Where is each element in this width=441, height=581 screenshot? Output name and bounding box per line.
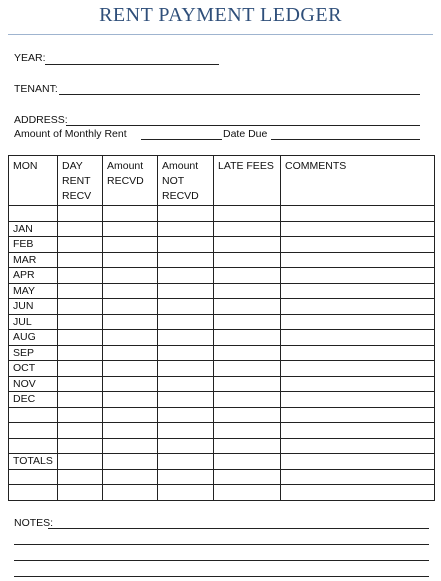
table-row bbox=[9, 454, 435, 470]
entry-cell[interactable] bbox=[158, 330, 214, 346]
tenant-label: TENANT: bbox=[14, 83, 58, 95]
table-row bbox=[9, 299, 435, 315]
entry-cell[interactable] bbox=[158, 438, 214, 454]
table-row bbox=[9, 330, 435, 346]
entry-cell[interactable] bbox=[58, 299, 103, 315]
entry-cell[interactable] bbox=[58, 206, 103, 222]
entry-cell[interactable] bbox=[158, 485, 214, 501]
month-cell: JUN bbox=[9, 299, 58, 315]
entry-cell[interactable] bbox=[281, 376, 435, 392]
entry-cell[interactable] bbox=[158, 407, 214, 423]
entry-cell[interactable] bbox=[281, 407, 435, 423]
entry-cell[interactable] bbox=[214, 376, 281, 392]
col-header-mon: MON bbox=[9, 156, 58, 206]
entry-cell[interactable] bbox=[58, 283, 103, 299]
entry-cell[interactable] bbox=[58, 469, 103, 485]
entry-cell[interactable] bbox=[158, 206, 214, 222]
entry-cell[interactable] bbox=[103, 361, 158, 377]
entry-cell[interactable] bbox=[281, 423, 435, 439]
month-cell: TOTALS bbox=[9, 454, 58, 470]
date-due-line[interactable] bbox=[271, 139, 420, 140]
month-cell bbox=[9, 423, 58, 439]
entry-cell[interactable] bbox=[158, 283, 214, 299]
entry-cell[interactable] bbox=[281, 330, 435, 346]
table-row bbox=[9, 438, 435, 454]
entry-cell[interactable] bbox=[281, 361, 435, 377]
entry-cell[interactable] bbox=[214, 314, 281, 330]
entry-cell[interactable] bbox=[103, 392, 158, 408]
table-row bbox=[9, 407, 435, 423]
entry-cell[interactable] bbox=[214, 283, 281, 299]
entry-cell[interactable] bbox=[58, 237, 103, 253]
month-cell: JUL bbox=[9, 314, 58, 330]
entry-cell[interactable] bbox=[214, 345, 281, 361]
entry-cell[interactable] bbox=[58, 221, 103, 237]
entry-cell[interactable] bbox=[58, 438, 103, 454]
entry-cell[interactable] bbox=[103, 206, 158, 222]
entry-cell[interactable] bbox=[281, 345, 435, 361]
entry-cell[interactable] bbox=[214, 361, 281, 377]
entry-cell[interactable] bbox=[281, 283, 435, 299]
month-cell: APR bbox=[9, 268, 58, 284]
table-row bbox=[9, 392, 435, 408]
entry-cell[interactable] bbox=[214, 221, 281, 237]
entry-cell[interactable] bbox=[158, 361, 214, 377]
entry-cell[interactable] bbox=[214, 252, 281, 268]
month-cell bbox=[9, 485, 58, 501]
table-row bbox=[9, 206, 435, 222]
entry-cell[interactable] bbox=[281, 206, 435, 222]
address-line[interactable] bbox=[66, 125, 420, 126]
entry-cell[interactable] bbox=[58, 314, 103, 330]
entry-cell[interactable] bbox=[158, 299, 214, 315]
entry-cell[interactable] bbox=[158, 376, 214, 392]
entry-cell[interactable] bbox=[281, 252, 435, 268]
entry-cell[interactable] bbox=[158, 252, 214, 268]
entry-cell[interactable] bbox=[158, 345, 214, 361]
table-header-row bbox=[9, 156, 435, 206]
entry-cell[interactable] bbox=[158, 221, 214, 237]
entry-cell[interactable] bbox=[103, 454, 158, 470]
month-cell: DEC bbox=[9, 392, 58, 408]
entry-cell[interactable] bbox=[58, 392, 103, 408]
month-cell: NOV bbox=[9, 376, 58, 392]
entry-cell[interactable] bbox=[214, 268, 281, 284]
entry-cell[interactable] bbox=[103, 237, 158, 253]
month-cell: MAR bbox=[9, 252, 58, 268]
month-cell: MAY bbox=[9, 283, 58, 299]
entry-cell[interactable] bbox=[281, 438, 435, 454]
month-cell bbox=[9, 469, 58, 485]
entry-cell[interactable] bbox=[214, 330, 281, 346]
entry-cell[interactable] bbox=[214, 423, 281, 439]
col-header-amount-recvd: Amount RECVD bbox=[103, 156, 158, 206]
address-label: ADDRESS: bbox=[14, 114, 68, 126]
col-header-late-fees: LATE FEES bbox=[214, 156, 281, 206]
date-due-label: Date Due bbox=[223, 128, 268, 140]
entry-cell[interactable] bbox=[58, 454, 103, 470]
col-header-day-rent-recv: DAY RENT RECV bbox=[58, 156, 103, 206]
entry-cell[interactable] bbox=[158, 237, 214, 253]
entry-cell[interactable] bbox=[103, 438, 158, 454]
notes-line-2[interactable] bbox=[14, 544, 429, 545]
entry-cell[interactable] bbox=[58, 407, 103, 423]
entry-cell[interactable] bbox=[58, 330, 103, 346]
entry-cell[interactable] bbox=[103, 485, 158, 501]
entry-cell[interactable] bbox=[281, 268, 435, 284]
notes-line-1[interactable] bbox=[48, 528, 429, 529]
tenant-line[interactable] bbox=[59, 94, 420, 95]
entry-cell[interactable] bbox=[103, 376, 158, 392]
year-label: YEAR: bbox=[14, 52, 46, 64]
entry-cell[interactable] bbox=[103, 423, 158, 439]
table-row bbox=[9, 237, 435, 253]
entry-cell[interactable] bbox=[281, 454, 435, 470]
entry-cell[interactable] bbox=[158, 423, 214, 439]
rent-ledger-table bbox=[8, 155, 435, 501]
table-row bbox=[9, 221, 435, 237]
entry-cell[interactable] bbox=[214, 206, 281, 222]
entry-cell[interactable] bbox=[58, 485, 103, 501]
entry-cell[interactable] bbox=[281, 314, 435, 330]
entry-cell[interactable] bbox=[103, 268, 158, 284]
entry-cell[interactable] bbox=[281, 221, 435, 237]
entry-cell[interactable] bbox=[214, 237, 281, 253]
col-header-amount-not-recvd: Amount NOT RECVD bbox=[158, 156, 214, 206]
entry-cell[interactable] bbox=[58, 345, 103, 361]
entry-cell[interactable] bbox=[214, 469, 281, 485]
table-row bbox=[9, 314, 435, 330]
month-cell: JAN bbox=[9, 221, 58, 237]
entry-cell[interactable] bbox=[214, 438, 281, 454]
entry-cell[interactable] bbox=[214, 485, 281, 501]
entry-cell[interactable] bbox=[214, 454, 281, 470]
entry-cell[interactable] bbox=[214, 407, 281, 423]
year-line[interactable] bbox=[45, 64, 219, 65]
entry-cell[interactable] bbox=[103, 299, 158, 315]
entry-cell[interactable] bbox=[158, 392, 214, 408]
col-header-comments: COMMENTS bbox=[281, 156, 435, 206]
entry-cell[interactable] bbox=[158, 268, 214, 284]
entry-cell[interactable] bbox=[281, 392, 435, 408]
title-divider bbox=[8, 34, 433, 35]
table-row bbox=[9, 268, 435, 284]
entry-cell[interactable] bbox=[158, 454, 214, 470]
table-row bbox=[9, 361, 435, 377]
entry-cell[interactable] bbox=[103, 469, 158, 485]
table-row bbox=[9, 345, 435, 361]
notes-line-3[interactable] bbox=[14, 560, 429, 561]
entry-cell[interactable] bbox=[103, 283, 158, 299]
entry-cell[interactable] bbox=[103, 407, 158, 423]
month-cell: AUG bbox=[9, 330, 58, 346]
entry-cell[interactable] bbox=[281, 469, 435, 485]
month-cell: FEB bbox=[9, 237, 58, 253]
month-cell bbox=[9, 206, 58, 222]
entry-cell[interactable] bbox=[158, 314, 214, 330]
month-cell: OCT bbox=[9, 361, 58, 377]
notes-label: NOTES: bbox=[14, 517, 54, 529]
notes-line-4[interactable] bbox=[14, 576, 429, 577]
page-title: RENT PAYMENT LEDGER bbox=[99, 4, 342, 26]
entry-cell[interactable] bbox=[103, 345, 158, 361]
entry-cell[interactable] bbox=[58, 268, 103, 284]
entry-cell[interactable] bbox=[58, 376, 103, 392]
entry-cell[interactable] bbox=[158, 469, 214, 485]
entry-cell[interactable] bbox=[58, 361, 103, 377]
entry-cell[interactable] bbox=[281, 299, 435, 315]
month-cell bbox=[9, 438, 58, 454]
entry-cell[interactable] bbox=[103, 330, 158, 346]
table-row bbox=[9, 376, 435, 392]
table-row bbox=[9, 469, 435, 485]
entry-cell[interactable] bbox=[281, 237, 435, 253]
table-row bbox=[9, 485, 435, 501]
monthly-rent-label: Amount of Monthly Rent bbox=[14, 128, 127, 140]
entry-cell[interactable] bbox=[58, 423, 103, 439]
entry-cell[interactable] bbox=[214, 392, 281, 408]
entry-cell[interactable] bbox=[281, 485, 435, 501]
entry-cell[interactable] bbox=[214, 299, 281, 315]
month-cell bbox=[9, 407, 58, 423]
entry-cell[interactable] bbox=[103, 221, 158, 237]
table-row bbox=[9, 423, 435, 439]
monthly-rent-line[interactable] bbox=[141, 139, 222, 140]
entry-cell[interactable] bbox=[58, 252, 103, 268]
entry-cell[interactable] bbox=[103, 314, 158, 330]
entry-cell[interactable] bbox=[103, 252, 158, 268]
table-row bbox=[9, 283, 435, 299]
table-row bbox=[9, 252, 435, 268]
month-cell: SEP bbox=[9, 345, 58, 361]
